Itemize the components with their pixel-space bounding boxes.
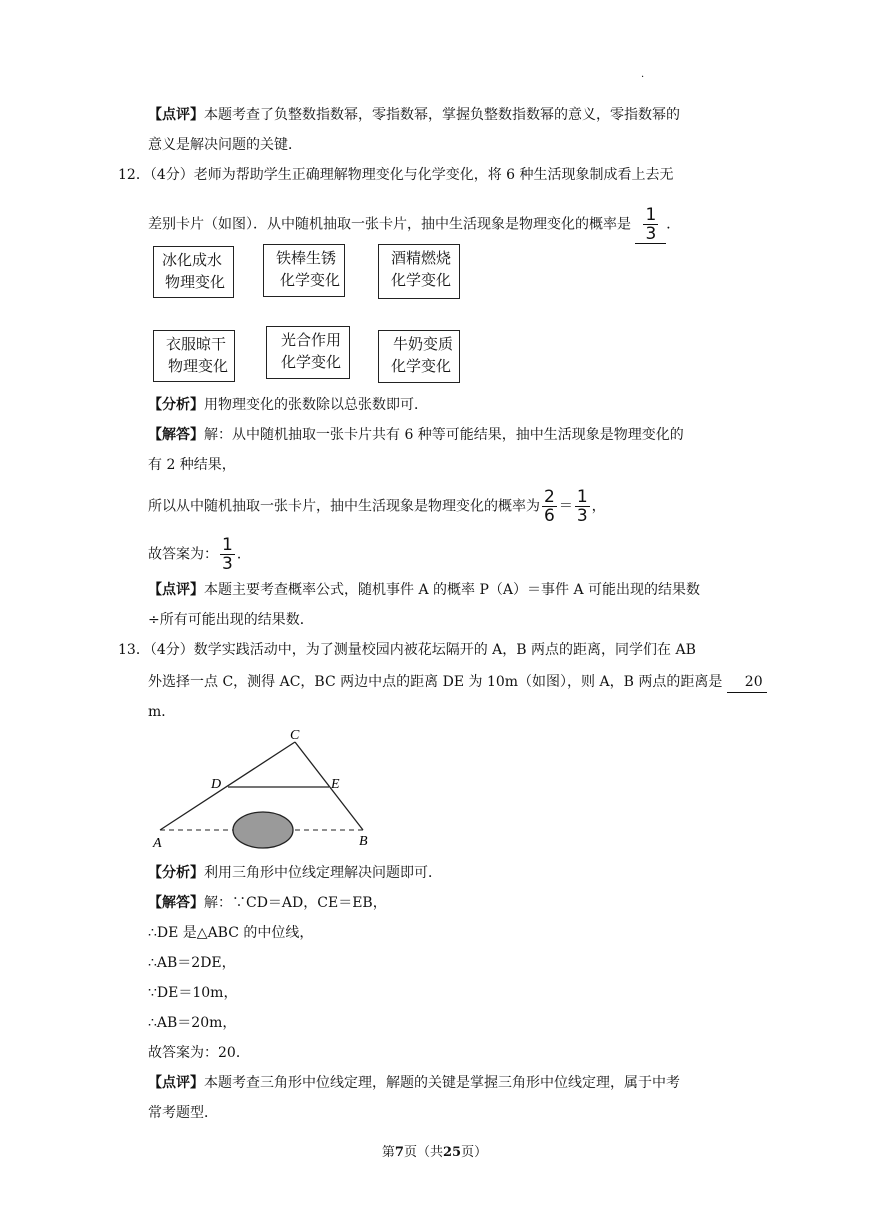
triangle-diagram	[145, 725, 385, 855]
comment-11-line2: 意义是解决问题的关键．	[148, 137, 302, 153]
card-rusting: 铁棒生锈 化学变化	[263, 244, 345, 297]
top-mark: ·	[641, 72, 645, 83]
q12-comment-line2: ÷所有可能出现的结果数．	[148, 612, 314, 628]
side-BC	[295, 742, 363, 830]
label-C: C	[290, 728, 300, 743]
question-12-header: 12．（4分）老师为帮助学生正确理解物理变化与化学变化，将 6 种生活现象制成看上去无	[118, 167, 674, 183]
flower-bed	[233, 812, 293, 848]
card-drying: 衣服晾干 物理变化	[153, 330, 235, 382]
q13-step2: ∴AB＝2DE，	[148, 955, 236, 971]
q13-analysis: 【分析】利用三角形中位线定理解决问题即可．	[148, 865, 442, 881]
card-melting: 冰化成水 物理变化	[153, 246, 234, 298]
q12-analysis: 【分析】用物理变化的张数除以总张数即可．	[148, 397, 428, 413]
comment-11-line1: 【点评】本题考查了负整数指数幂，零指数幂，掌握负整数指数幂的意义，零指数幂的	[148, 107, 680, 123]
card-milk: 牛奶变质 化学变化	[378, 330, 460, 383]
label-A: A	[153, 836, 162, 851]
q13-step4: ∴AB＝20m，	[148, 1015, 237, 1031]
page-footer: 第7页（共25页）	[381, 1145, 488, 1160]
question-12-line2: 差别卡片（如图）．从中随机抽取一张卡片，抽中生活现象是物理变化的概率是 $\frac{1}{3}$ ．	[148, 205, 681, 244]
q13-step3: ∵DE＝10m，	[148, 985, 238, 1001]
q12-comment-line1: 【点评】本题主要考查概率公式，随机事件 A 的概率 P（A）＝事件 A 可能出现的结果数	[148, 582, 701, 598]
q13-comment-line2: 常考题型．	[148, 1105, 218, 1121]
question-12-answer: $\frac{1}{3}$	[635, 206, 666, 244]
card-photosynthesis: 光合作用 化学变化	[266, 326, 350, 379]
q12-solution-line3: 所以从中随机抽取一张卡片，抽中生活现象是物理变化的概率为 $\frac{2}{6}$ ＝ $\frac{1}{3}$ ，	[148, 487, 606, 526]
q13-comment-line1: 【点评】本题考查三角形中位线定理，解题的关键是掌握三角形中位线定理，属于中考	[148, 1075, 680, 1091]
q13-step1: ∴DE 是△ABC 的中位线，	[148, 925, 314, 941]
label-B: B	[359, 834, 368, 849]
label-D: D	[211, 777, 222, 792]
q12-solution-line2: 有 2 种结果，	[148, 457, 236, 473]
q13-solution-line1: 【解答】解：∵CD＝AD，CE＝EB，	[148, 895, 387, 911]
question-13-line3: m．	[148, 704, 176, 720]
q13-answer-line: 故答案为：20．	[148, 1045, 250, 1061]
card-burning: 酒精燃烧 化学变化	[378, 244, 460, 299]
question-13-answer: 20	[727, 672, 767, 693]
q12-solution-line1: 【解答】解：从中随机抽取一张卡片共有 6 种等可能结果，抽中生活现象是物理变化的	[148, 427, 684, 443]
question-13-line2: 外选择一点 C，测得 AC，BC 两边中点的距离 DE 为 10m（如图），则 A，B 两点的距离是 20	[148, 672, 767, 693]
question-13-header: 13．（4分）数学实践活动中，为了测量校园内被花坛隔开的 A，B 两点的距离，同学们在 AB	[118, 642, 696, 658]
q12-answer: 故答案为： $\frac{1}{3}$ ．	[148, 535, 251, 574]
label-E: E	[331, 777, 340, 792]
